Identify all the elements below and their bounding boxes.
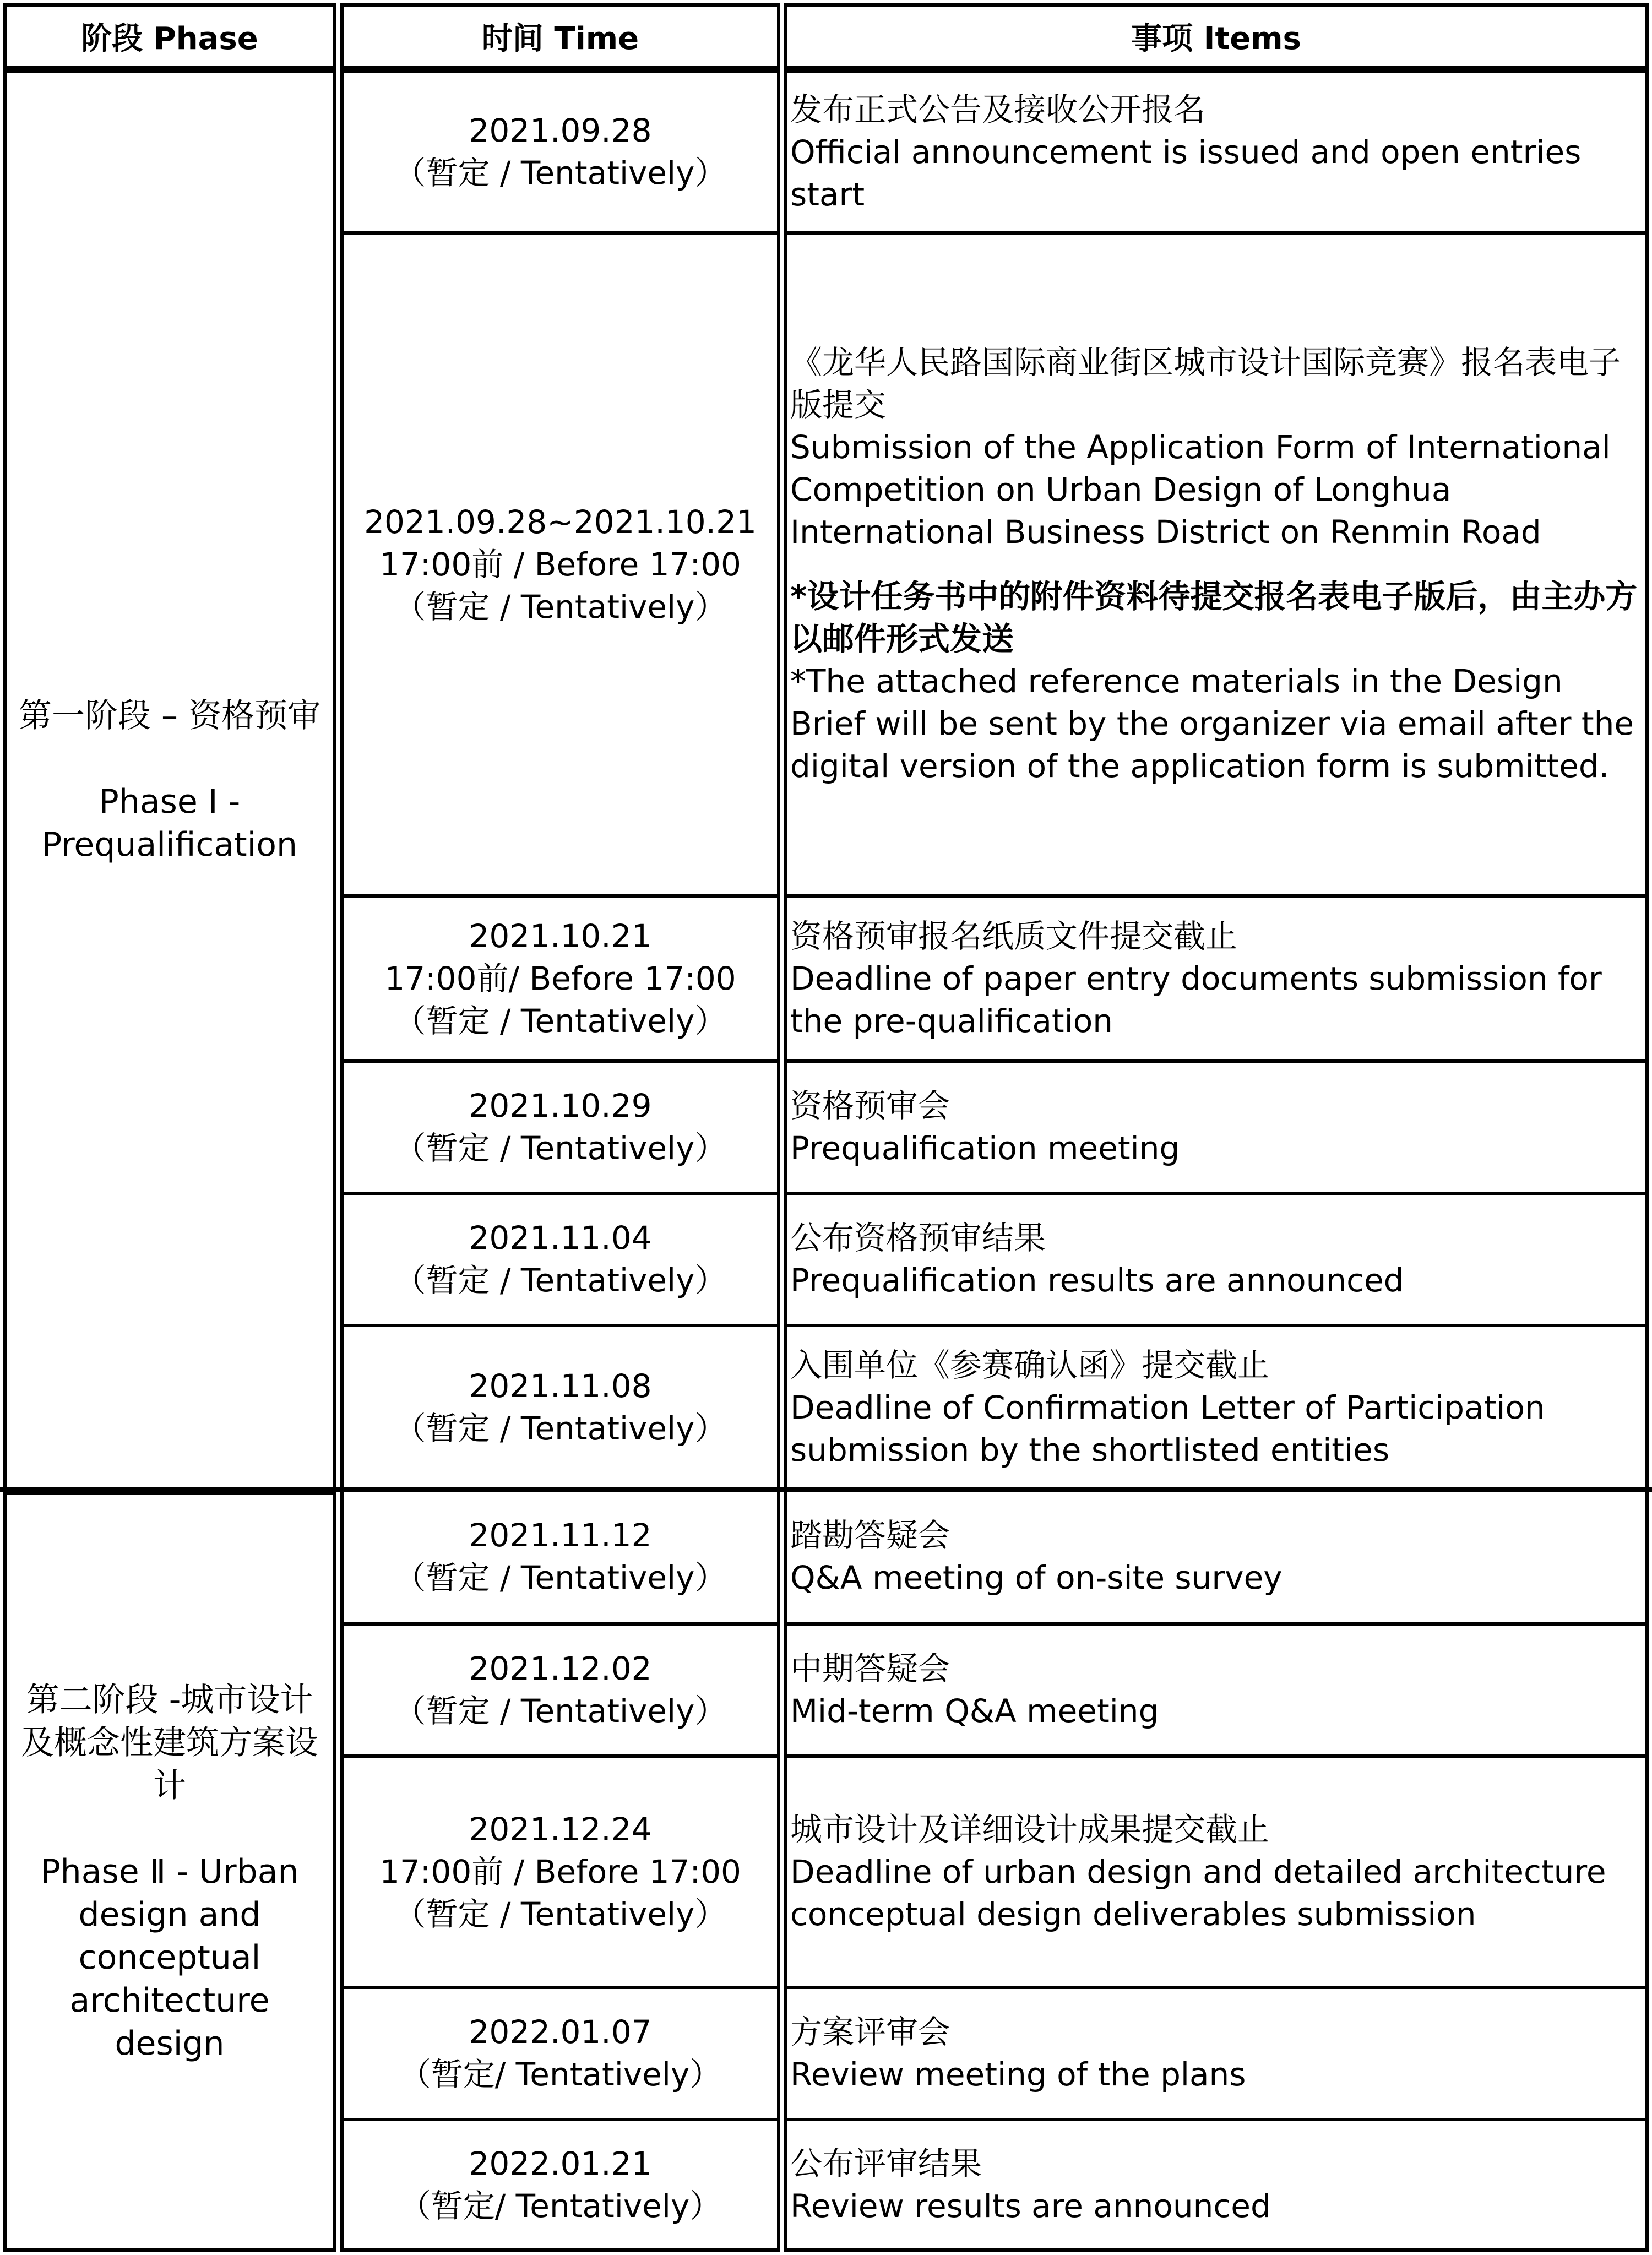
header-items-label: 事项 Items bbox=[1131, 21, 1301, 57]
time-cell-4 bbox=[340, 1059, 780, 1195]
item-en: Deadline of Confirmation Letter of Participation submission by the shortlisted entities bbox=[790, 1388, 1545, 1469]
item-cell-10 bbox=[784, 1986, 1649, 2121]
item-zh: 公布评审结果 bbox=[790, 2144, 982, 2182]
time-note: （暂定 / Tentatively） bbox=[394, 1559, 727, 1596]
item-zh: 《龙华人民路国际商业街区城市设计国际竞赛》报名表电子版提交 bbox=[790, 344, 1621, 423]
time-date: 2021.11.04 bbox=[469, 1219, 652, 1257]
time-note: （暂定 / Tentatively） bbox=[394, 1129, 727, 1167]
time-date: 2022.01.07 bbox=[469, 2013, 652, 2051]
time-deadline: 17:00前/ Before 17:00 bbox=[384, 959, 736, 997]
item-cell-2 bbox=[784, 231, 1649, 898]
phase-1-en: Phase Ⅰ - Prequalification bbox=[41, 783, 298, 864]
item-en: Prequalification meeting bbox=[790, 1129, 1180, 1167]
time-date: 2021.10.29 bbox=[469, 1087, 652, 1124]
item-cell-7 bbox=[784, 1488, 1649, 1626]
item-cell-4 bbox=[784, 1059, 1649, 1195]
item-en: Deadline of paper entry documents submission for the pre-qualification bbox=[790, 959, 1602, 1040]
item-zh: 城市设计及详细设计成果提交截止 bbox=[790, 1810, 1270, 1848]
header-items bbox=[784, 3, 1649, 69]
item-zh: 发布正式公告及接收公开报名 bbox=[790, 90, 1206, 128]
header-time bbox=[340, 3, 780, 69]
time-cell-11 bbox=[340, 2118, 780, 2252]
header-phase-label: 阶段 Phase bbox=[81, 21, 258, 57]
item-cell-3 bbox=[784, 894, 1649, 1063]
phase-2-en: Phase Ⅱ - Urban design and conceptual architecture design bbox=[40, 1852, 299, 2063]
time-cell-1 bbox=[340, 69, 780, 235]
item-cell-9 bbox=[784, 1754, 1649, 1989]
time-cell-10 bbox=[340, 1986, 780, 2121]
time-date: 2021.12.02 bbox=[469, 1650, 652, 1687]
time-date: 2021.09.28~2021.10.21 bbox=[364, 503, 757, 541]
item-en: Q&A meeting of on-site survey bbox=[790, 1559, 1283, 1596]
item-zh: 资格预审报名纸质文件提交截止 bbox=[790, 917, 1238, 955]
item-zh: 中期答疑会 bbox=[790, 1650, 950, 1687]
time-cell-6 bbox=[340, 1324, 780, 1491]
item-en: Deadline of urban design and detailed architecture conceptual design deliverables submission bbox=[790, 1852, 1606, 1933]
item-cell-8 bbox=[784, 1622, 1649, 1758]
time-date: 2021.11.12 bbox=[469, 1517, 652, 1554]
header-time-label: 时间 Time bbox=[481, 21, 639, 57]
phase-2-cell bbox=[3, 1491, 336, 2252]
item-cell-6 bbox=[784, 1324, 1649, 1491]
item-cell-11 bbox=[784, 2118, 1649, 2252]
time-note: （暂定 / Tentatively） bbox=[394, 1262, 727, 1299]
time-cell-7 bbox=[340, 1488, 780, 1626]
item-zh: 方案评审会 bbox=[790, 2013, 950, 2051]
time-note: （暂定 / Tentatively） bbox=[394, 154, 727, 192]
item-en: Submission of the Application Form of International Competition on Urban Design of Longhua International Business District on Renmin Road bbox=[790, 428, 1611, 551]
item-en: Review results are announced bbox=[790, 2187, 1271, 2225]
item-note-en: *The attached reference materials in the Design Brief will be sent by the organizer via email after the digital version of the application form is submitted. bbox=[790, 662, 1634, 785]
item-zh: 踏勘答疑会 bbox=[790, 1517, 950, 1554]
item-zh: 资格预审会 bbox=[790, 1087, 950, 1124]
item-cell-1 bbox=[784, 69, 1649, 235]
time-cell-8 bbox=[340, 1622, 780, 1758]
time-note: （暂定/ Tentatively） bbox=[399, 2187, 722, 2225]
item-en: Prequalification results are announced bbox=[790, 1262, 1404, 1299]
item-note-zh: *设计任务书中的附件资料待提交报名表电子版后，由主办方以邮件形式发送 bbox=[790, 578, 1638, 658]
time-note: （暂定 / Tentatively） bbox=[394, 1410, 727, 1447]
phase-1-cell bbox=[3, 69, 336, 1491]
time-date: 2021.09.28 bbox=[469, 112, 652, 149]
time-note: （暂定 / Tentatively） bbox=[394, 1002, 727, 1040]
phase-2-zh: 第二阶段 -城市设计及概念性建筑方案设计 bbox=[21, 1680, 318, 1805]
time-date: 2022.01.21 bbox=[469, 2144, 652, 2182]
time-note: （暂定 / Tentatively） bbox=[394, 588, 727, 626]
time-date: 2021.12.24 bbox=[469, 1810, 652, 1848]
item-cell-5 bbox=[784, 1192, 1649, 1327]
time-deadline: 17:00前 / Before 17:00 bbox=[379, 545, 741, 583]
item-zh: 公布资格预审结果 bbox=[790, 1219, 1046, 1257]
time-deadline: 17:00前 / Before 17:00 bbox=[379, 1852, 741, 1890]
phase-divider bbox=[0, 1487, 1652, 1492]
time-cell-9 bbox=[340, 1754, 780, 1989]
time-note: （暂定 / Tentatively） bbox=[394, 1692, 727, 1730]
time-cell-3 bbox=[340, 894, 780, 1063]
item-zh: 入围单位《参赛确认函》提交截止 bbox=[790, 1346, 1270, 1384]
time-cell-5 bbox=[340, 1192, 780, 1327]
header-phase bbox=[3, 3, 336, 69]
time-cell-2 bbox=[340, 231, 780, 898]
phase-1-zh: 第一阶段 – 资格预审 bbox=[18, 697, 321, 735]
item-en: Official announcement is issued and open entries start bbox=[790, 133, 1582, 213]
item-en: Review meeting of the plans bbox=[790, 2056, 1246, 2093]
item-en: Mid-term Q&A meeting bbox=[790, 1692, 1159, 1730]
time-note: （暂定/ Tentatively） bbox=[399, 2056, 722, 2093]
time-date: 2021.11.08 bbox=[469, 1367, 652, 1405]
time-date: 2021.10.21 bbox=[469, 917, 652, 955]
time-note: （暂定 / Tentatively） bbox=[394, 1895, 727, 1933]
